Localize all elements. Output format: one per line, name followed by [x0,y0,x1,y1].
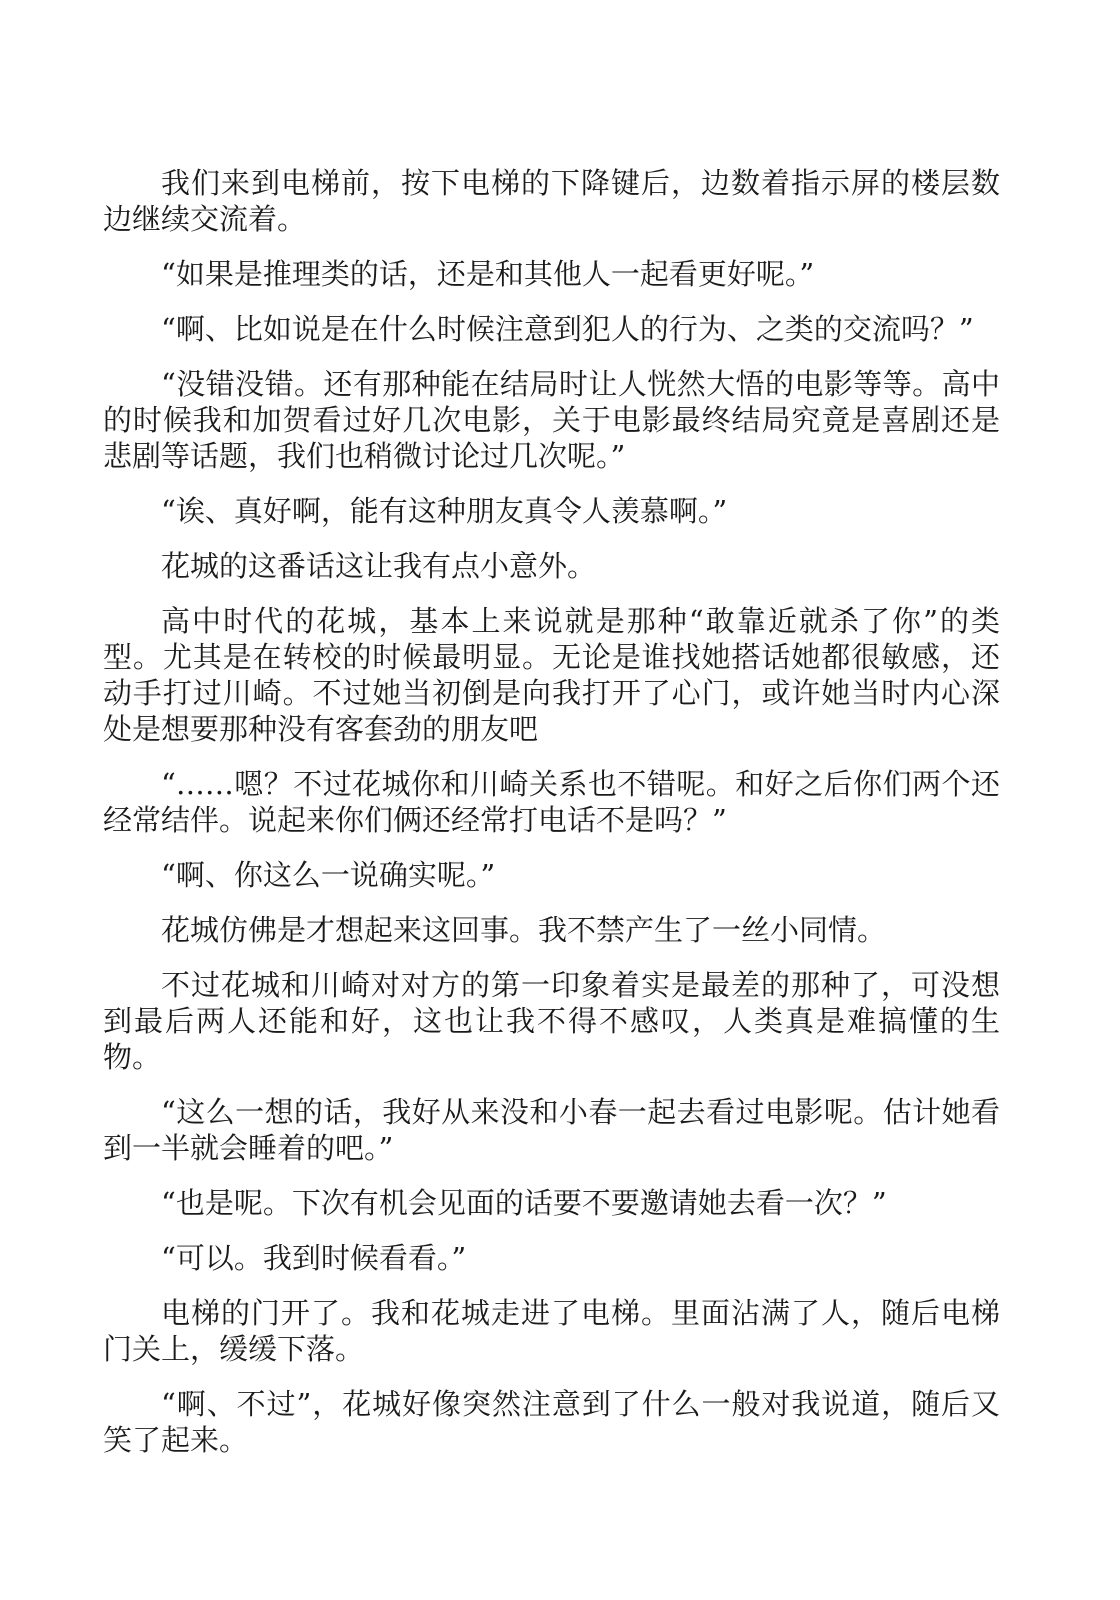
paragraph: 花城仿佛是才想起来这回事。我不禁产生了一丝小同情。 [161,913,887,947]
paragraph: “如果是推理类的话，还是和其他人一起看更好呢。” [161,257,815,291]
paragraph: “可以。我到时候看看。” [161,1241,467,1275]
paragraph: 我们来到电梯前，按下电梯的下降键后，边数着指示屏的楼层数边继续交流着。 [103,166,1000,236]
paragraph: 不过花城和川崎对对方的第一印象着实是最差的那种了，可没想到最后两人还能和好，这也让我不得不感叹，人类真是难搞懂的生物。 [103,968,1000,1074]
paragraph: “啊、不过”，花城好像突然注意到了什么一般对我说道，随后又笑了起来。 [103,1387,1000,1457]
paragraph: “这么一想的话，我好从来没和小春一起去看过电影呢。估计她看到一半就会睡着的吧。” [103,1095,1000,1165]
paragraph: 电梯的门开了。我和花城走进了电梯。里面沾满了人，随后电梯门关上，缓缓下落。 [103,1296,1000,1366]
paragraph: “没错没错。还有那种能在结局时让人恍然大悟的电影等等。高中的时候我和加贺看过好几次电影，关于电影最终结局究竟是喜剧还是悲剧等话题，我们也稍微讨论过几次呢。” [103,367,1000,473]
paragraph: “诶、真好啊，能有这种朋友真令人羡慕啊。” [161,494,728,528]
paragraph: “……嗯？不过花城你和川崎关系也不错呢。和好之后你们两个还经常结伴。说起来你们俩还经常打电话不是吗？” [103,767,1000,837]
paragraph: “啊、比如说是在什么时候注意到犯人的行为、之类的交流吗？” [161,312,974,346]
paragraph: “也是呢。下次有机会见面的话要不要邀请她去看一次？” [161,1186,887,1220]
paragraph: 高中时代的花城，基本上来说就是那种“敢靠近就杀了你”的类型。尤其是在转校的时候最明显。无论是谁找她搭话她都很敏感，还动手打过川崎。不过她当初倒是向我打开了心门，或许她当时内心深处是想要那种没有客套劲的朋友吧 [103,604,1000,746]
paragraph: 花城的这番话这让我有点小意外。 [161,549,597,583]
paragraph: “啊、你这么一说确实呢。” [161,858,496,892]
